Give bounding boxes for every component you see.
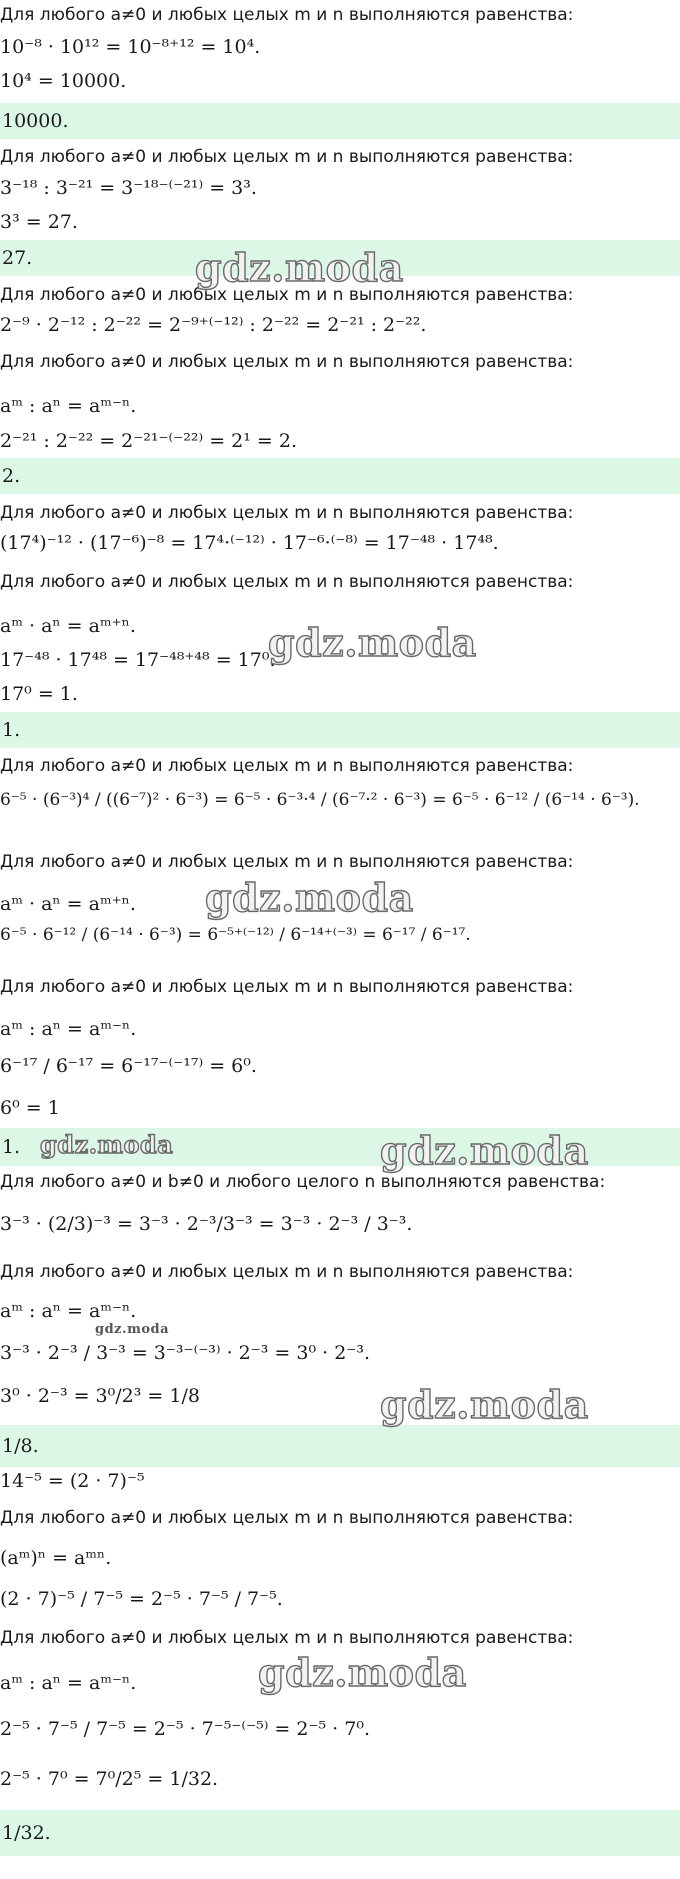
answer-block: 2. (0, 458, 680, 494)
math-line: 2⁻⁹ · 2⁻¹² : 2⁻²² = 2⁻⁹⁺⁽⁻¹²⁾ : 2⁻²² = 2⁻²¹ : 2⁻²². (0, 314, 427, 336)
answer-block: 1/32. (0, 1810, 680, 1856)
math-line: aᵐ : aⁿ = aᵐ⁻ⁿ. (0, 395, 137, 417)
math-line: 14⁻⁵ = (2 · 7)⁻⁵ (0, 1470, 145, 1492)
math-line: 10⁴ = 10000. (0, 70, 127, 92)
answer-block: 1. (0, 712, 680, 748)
rule-text: Для любого a≠0 и b≠0 и любого целого n выполняются равенства: (0, 1172, 606, 1192)
rule-text: Для любого a≠0 и любых целых m и n выполняются равенства: (0, 1508, 574, 1528)
math-line: 2⁻⁵ · 7⁰ = 7⁰/2⁵ = 1/32. (0, 1768, 219, 1790)
math-line: 17⁻⁴⁸ · 17⁴⁸ = 17⁻⁴⁸⁺⁴⁸ = 17⁰. (0, 649, 276, 671)
math-line: 6⁰ = 1 (0, 1097, 60, 1119)
math-line: 3³ = 27. (0, 211, 78, 233)
answer-block: 10000. (0, 103, 680, 139)
rule-text: Для любого a≠0 и любых целых m и n выполняются равенства: (0, 503, 574, 523)
rule-text: Для любого a≠0 и любых целых m и n выполняются равенства: (0, 977, 574, 997)
math-line: aᵐ · aⁿ = aᵐ⁺ⁿ. (0, 893, 136, 915)
watermark: gdz.moda (258, 1650, 467, 1695)
watermark: gdz.moda (195, 245, 404, 290)
math-line: (aᵐ)ⁿ = aᵐⁿ. (0, 1547, 112, 1569)
watermark: gdz.moda (95, 1322, 170, 1337)
math-line: (17⁴)⁻¹² · (17⁻⁶)⁻⁸ = 17⁴·⁽⁻¹²⁾ · 17⁻⁶·⁽⁻⁸⁾ = 17⁻⁴⁸ · 17⁴⁸. (0, 532, 499, 554)
watermark: gdz.moda (40, 1130, 174, 1159)
rule-text: Для любого a≠0 и любых целых m и n выполняются равенства: (0, 1262, 574, 1282)
math-line: 10⁻⁸ · 10¹² = 10⁻⁸⁺¹² = 10⁴. (0, 36, 261, 58)
math-line: 3⁻³ · 2⁻³ / 3⁻³ = 3⁻³⁻⁽⁻³⁾ · 2⁻³ = 3⁰ · 2⁻³. (0, 1342, 370, 1364)
rule-text: Для любого a≠0 и любых целых m и n выполняются равенства: (0, 285, 574, 305)
math-line: 3⁻¹⁸ : 3⁻²¹ = 3⁻¹⁸⁻⁽⁻²¹⁾ = 3³. (0, 177, 257, 199)
answer-block: 1/8. (0, 1425, 680, 1467)
math-line: 2⁻²¹ : 2⁻²² = 2⁻²¹⁻⁽⁻²²⁾ = 2¹ = 2. (0, 430, 297, 452)
rule-text: Для любого a≠0 и любых целых m и n выполняются равенства: (0, 1628, 574, 1648)
math-line: 6⁻⁵ · (6⁻³)⁴ / ((6⁻⁷)² · 6⁻³) = 6⁻⁵ · 6⁻³·⁴ / (6⁻⁷·² · 6⁻³) = 6⁻⁵ · 6⁻¹² / (6⁻¹⁴ · 6⁻³). (0, 790, 640, 810)
rule-text: Для любого a≠0 и любых целых m и n выполняются равенства: (0, 352, 574, 372)
math-line: 3⁰ · 2⁻³ = 3⁰/2³ = 1/8 (0, 1385, 200, 1407)
math-line: 2⁻⁵ · 7⁻⁵ / 7⁻⁵ = 2⁻⁵ · 7⁻⁵⁻⁽⁻⁵⁾ = 2⁻⁵ · 7⁰. (0, 1718, 370, 1740)
rule-text: Для любого a≠0 и любых целых m и n выполняются равенства: (0, 852, 574, 872)
rule-text: Для любого a≠0 и любых целых m и n выполняются равенства: (0, 756, 574, 776)
rule-text: Для любого a≠0 и любых целых m и n выполняются равенства: (0, 147, 574, 167)
rule-text: Для любого a≠0 и любых целых m и n выполняются равенства: (0, 5, 574, 25)
answer-block: 27. (0, 240, 680, 276)
math-line: aᵐ : aⁿ = aᵐ⁻ⁿ. (0, 1300, 137, 1322)
math-line: 6⁻⁵ · 6⁻¹² / (6⁻¹⁴ · 6⁻³) = 6⁻⁵⁺⁽⁻¹²⁾ / 6⁻¹⁴⁺⁽⁻³⁾ = 6⁻¹⁷ / 6⁻¹⁷. (0, 925, 471, 945)
math-line: 6⁻¹⁷ / 6⁻¹⁷ = 6⁻¹⁷⁻⁽⁻¹⁷⁾ = 6⁰. (0, 1055, 257, 1077)
math-line: aᵐ · aⁿ = aᵐ⁺ⁿ. (0, 615, 136, 637)
math-line: aᵐ : aⁿ = aᵐ⁻ⁿ. (0, 1672, 137, 1694)
watermark: gdz.moda (268, 620, 477, 665)
answer-block: 1. (0, 1128, 680, 1166)
math-line: aᵐ : aⁿ = aᵐ⁻ⁿ. (0, 1018, 137, 1040)
watermark: gdz.moda (205, 875, 414, 920)
watermark: gdz.moda (380, 1128, 589, 1173)
rule-text: Для любого a≠0 и любых целых m и n выполняются равенства: (0, 572, 574, 592)
watermark: gdz.moda (380, 1382, 589, 1427)
math-line: (2 · 7)⁻⁵ / 7⁻⁵ = 2⁻⁵ · 7⁻⁵ / 7⁻⁵. (0, 1588, 283, 1610)
math-line: 17⁰ = 1. (0, 683, 78, 705)
math-line: 3⁻³ · (2/3)⁻³ = 3⁻³ · 2⁻³/3⁻³ = 3⁻³ · 2⁻³ / 3⁻³. (0, 1213, 413, 1235)
